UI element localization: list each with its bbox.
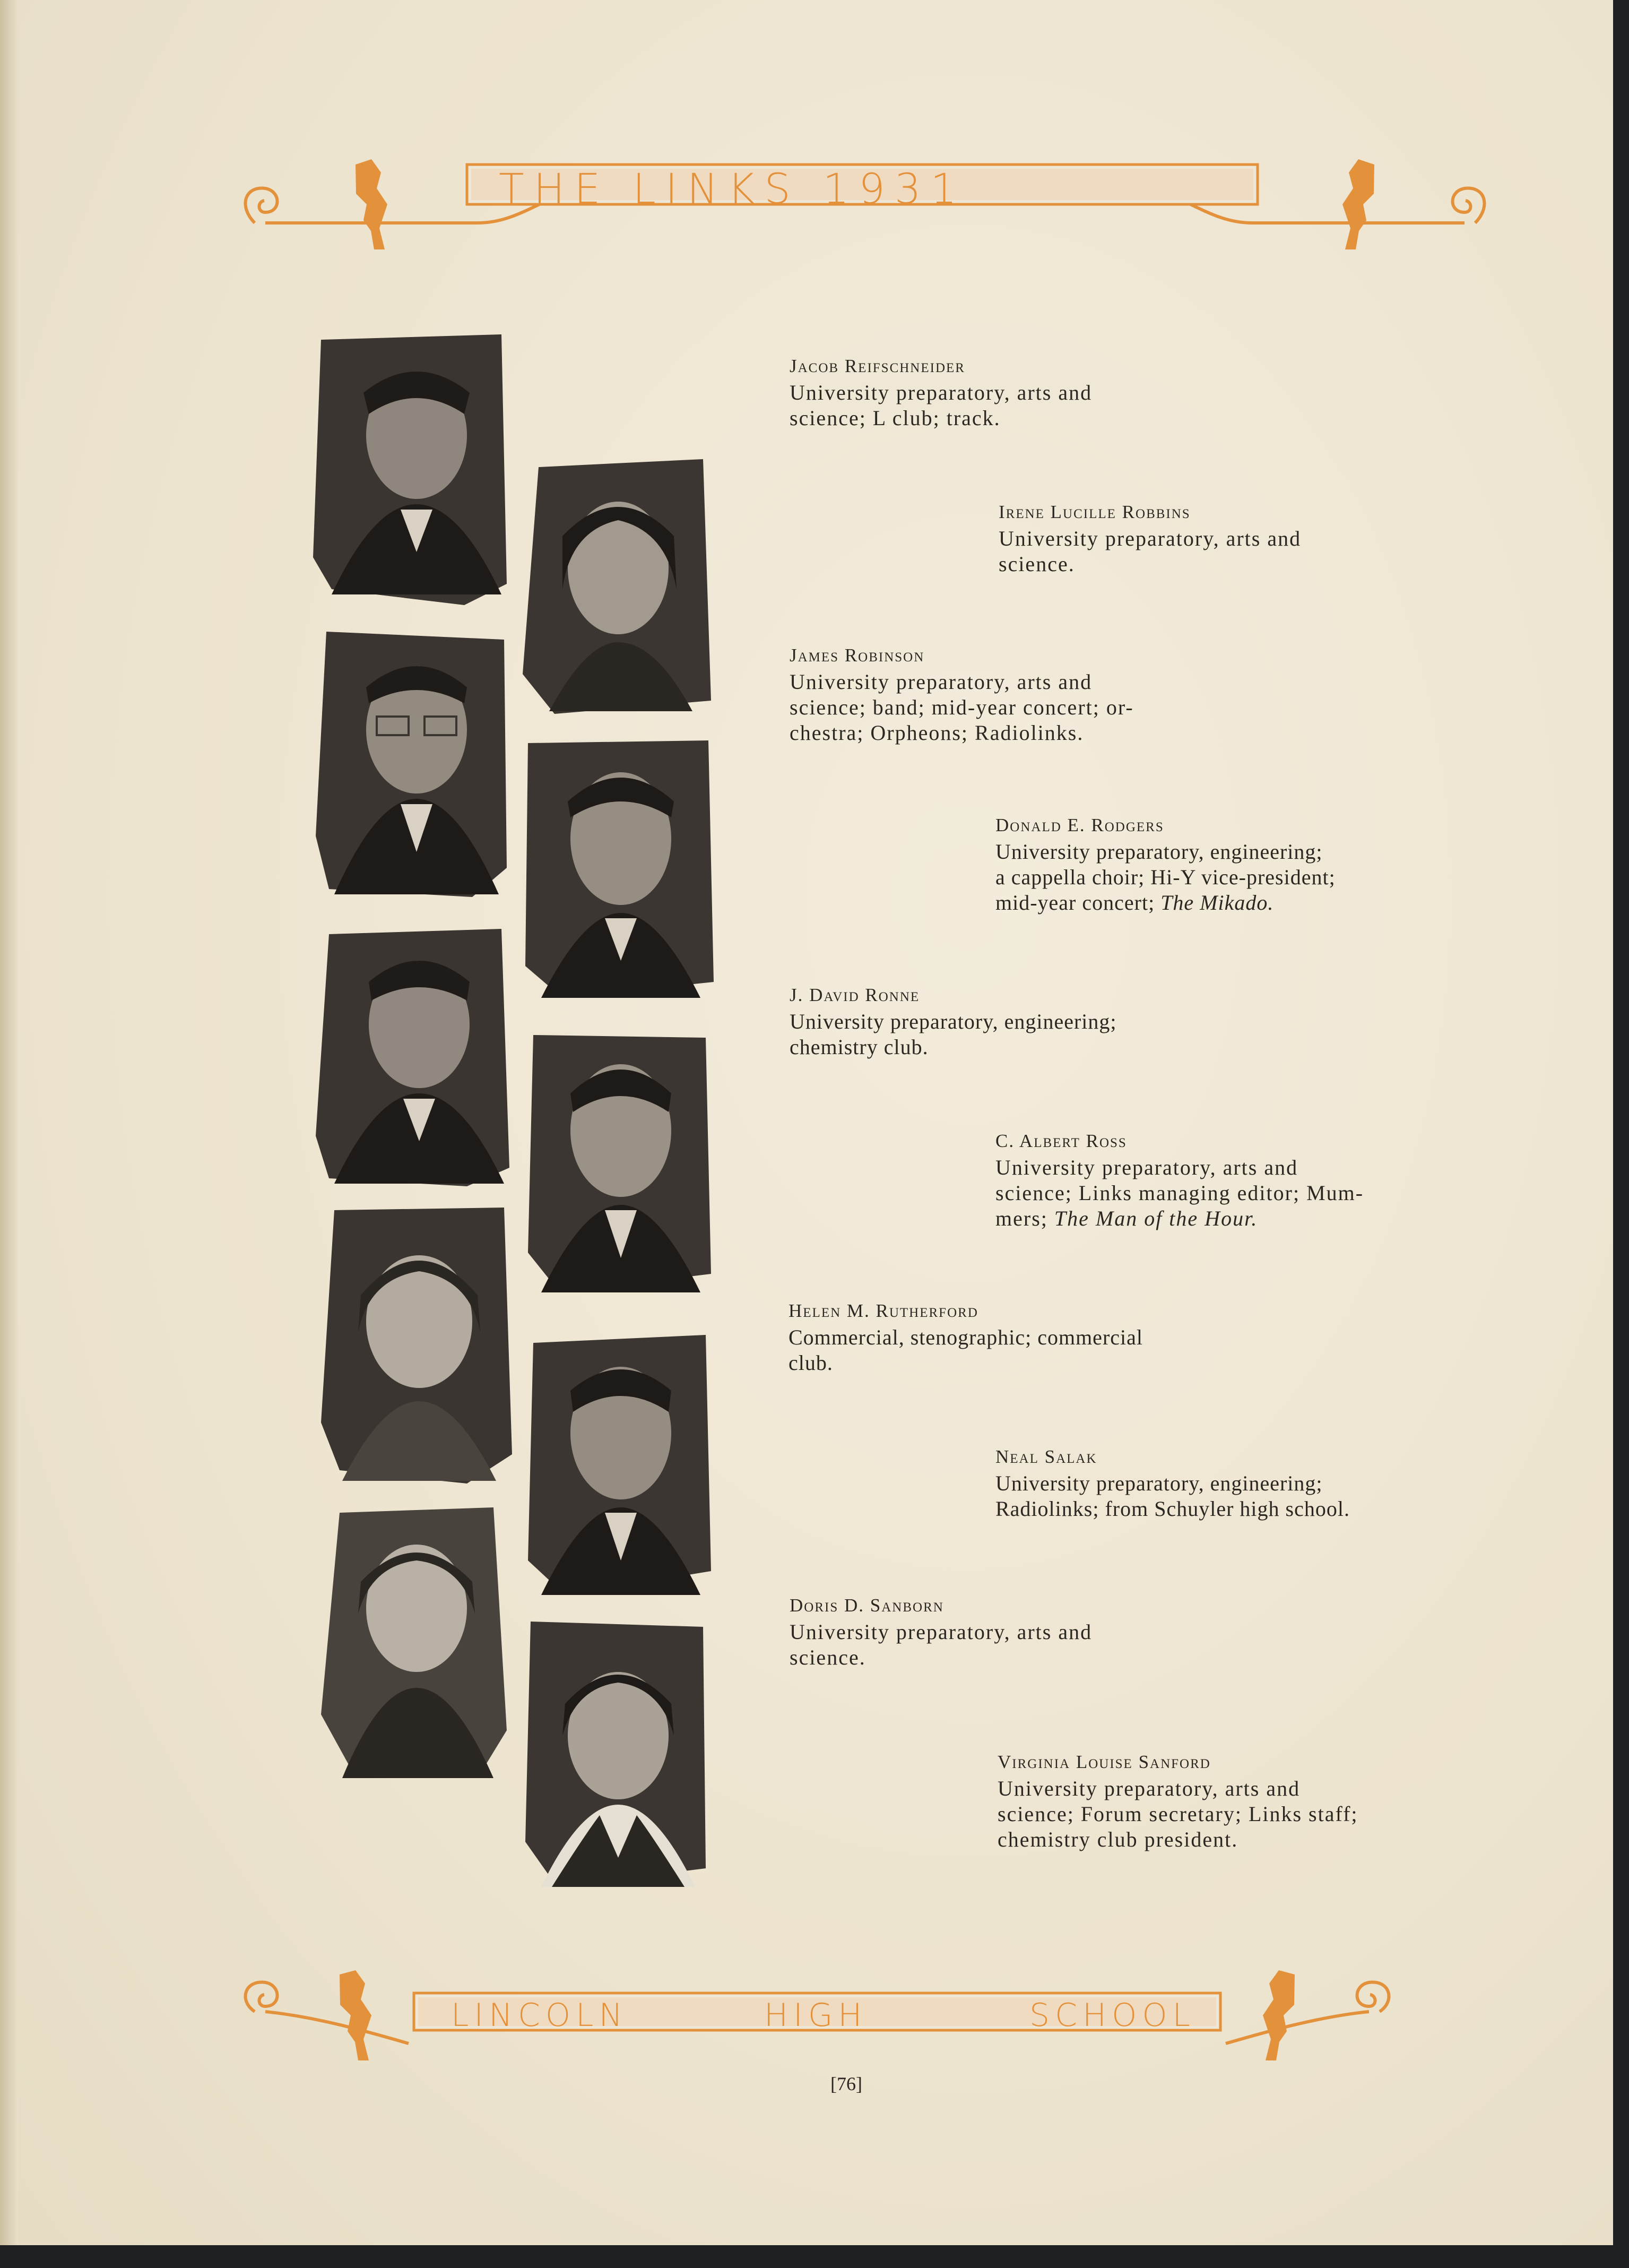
student-name: James Robinson xyxy=(790,645,925,666)
portrait-david-ronne xyxy=(313,924,515,1189)
student-details: University preparatory, arts and science; L club; track. xyxy=(790,381,1093,430)
portrait-irene-robbins xyxy=(517,451,714,717)
student-details-text: University preparatory, engineering; a cappella choir; Hi-Y vice-president; mid-year concert; xyxy=(995,840,1336,915)
student-entry xyxy=(788,1300,1277,1376)
portrait-albert-ross xyxy=(523,1024,714,1295)
portrait-james-robinson xyxy=(313,624,515,900)
student-details: University preparatory, arts and science. xyxy=(999,527,1302,576)
student-name: Helen M. Rutherford xyxy=(788,1300,978,1321)
student-details-italic: The Man of the Hour. xyxy=(1054,1206,1258,1230)
portrait-virginia-sanford xyxy=(520,1614,711,1890)
student-details xyxy=(995,839,1494,916)
student-details: University preparatory, arts and science; band; mid-year concert; or- chestra; Orpheons; Radiolinks. xyxy=(790,670,1134,745)
footer-banner xyxy=(233,1964,1401,2070)
footer-word-high: HIGH xyxy=(764,1997,868,2034)
student-name: Irene Lucille Robbins xyxy=(999,502,1191,522)
portrait-donald-rodgers xyxy=(520,732,716,1003)
student-entry xyxy=(790,645,1267,746)
portrait-helen-rutherford xyxy=(318,1200,515,1486)
student-entry xyxy=(998,1752,1496,1852)
portrait-neal-salak xyxy=(523,1327,714,1598)
student-name: Neal Salak xyxy=(995,1446,1097,1467)
student-name: J. David Ronne xyxy=(790,985,920,1005)
student-details: University preparatory, engineering; Radiolinks; from Schuyler high school. xyxy=(995,1471,1350,1521)
student-details xyxy=(995,1155,1494,1231)
student-entry xyxy=(790,985,1267,1060)
student-name: Doris D. Sanborn xyxy=(790,1595,944,1616)
student-details: University preparatory, engineering; chemistry club. xyxy=(790,1010,1117,1059)
student-entry xyxy=(999,502,1476,577)
student-details: University preparatory, arts and science; Forum secretary; Links staff; chemistry club president. xyxy=(998,1777,1358,1851)
student-name: C. Albert Ross xyxy=(995,1131,1127,1151)
student-details-italic: The Mikado. xyxy=(1160,891,1274,915)
portrait-jacob-reifschneider xyxy=(310,329,512,605)
student-entry xyxy=(995,1446,1494,1522)
student-name: Jacob Reifschneider xyxy=(790,356,965,376)
student-entry xyxy=(995,815,1494,916)
header-banner-text: THE LINKS 1931 xyxy=(499,166,967,213)
footer-word-lincoln: LINCOLN xyxy=(451,1997,628,2034)
student-details: Commercial, stenographic; commercial club. xyxy=(788,1325,1143,1375)
student-details-text: University preparatory, arts and science; Links managing editor; Mum- mers; xyxy=(995,1155,1364,1230)
page-number: [76] xyxy=(830,2073,862,2094)
student-name: Virginia Louise Sanford xyxy=(998,1752,1211,1772)
student-entry xyxy=(995,1131,1494,1231)
page-binding xyxy=(0,0,18,2245)
header-banner xyxy=(233,143,1496,271)
portrait-doris-sanborn xyxy=(318,1502,509,1783)
footer-word-school: SCHOOL xyxy=(1029,1997,1195,2034)
student-name: Donald E. Rodgers xyxy=(995,815,1164,835)
student-details: University preparatory, arts and science. xyxy=(790,1620,1093,1669)
student-entry xyxy=(790,1595,1267,1670)
student-entry xyxy=(790,356,1246,431)
